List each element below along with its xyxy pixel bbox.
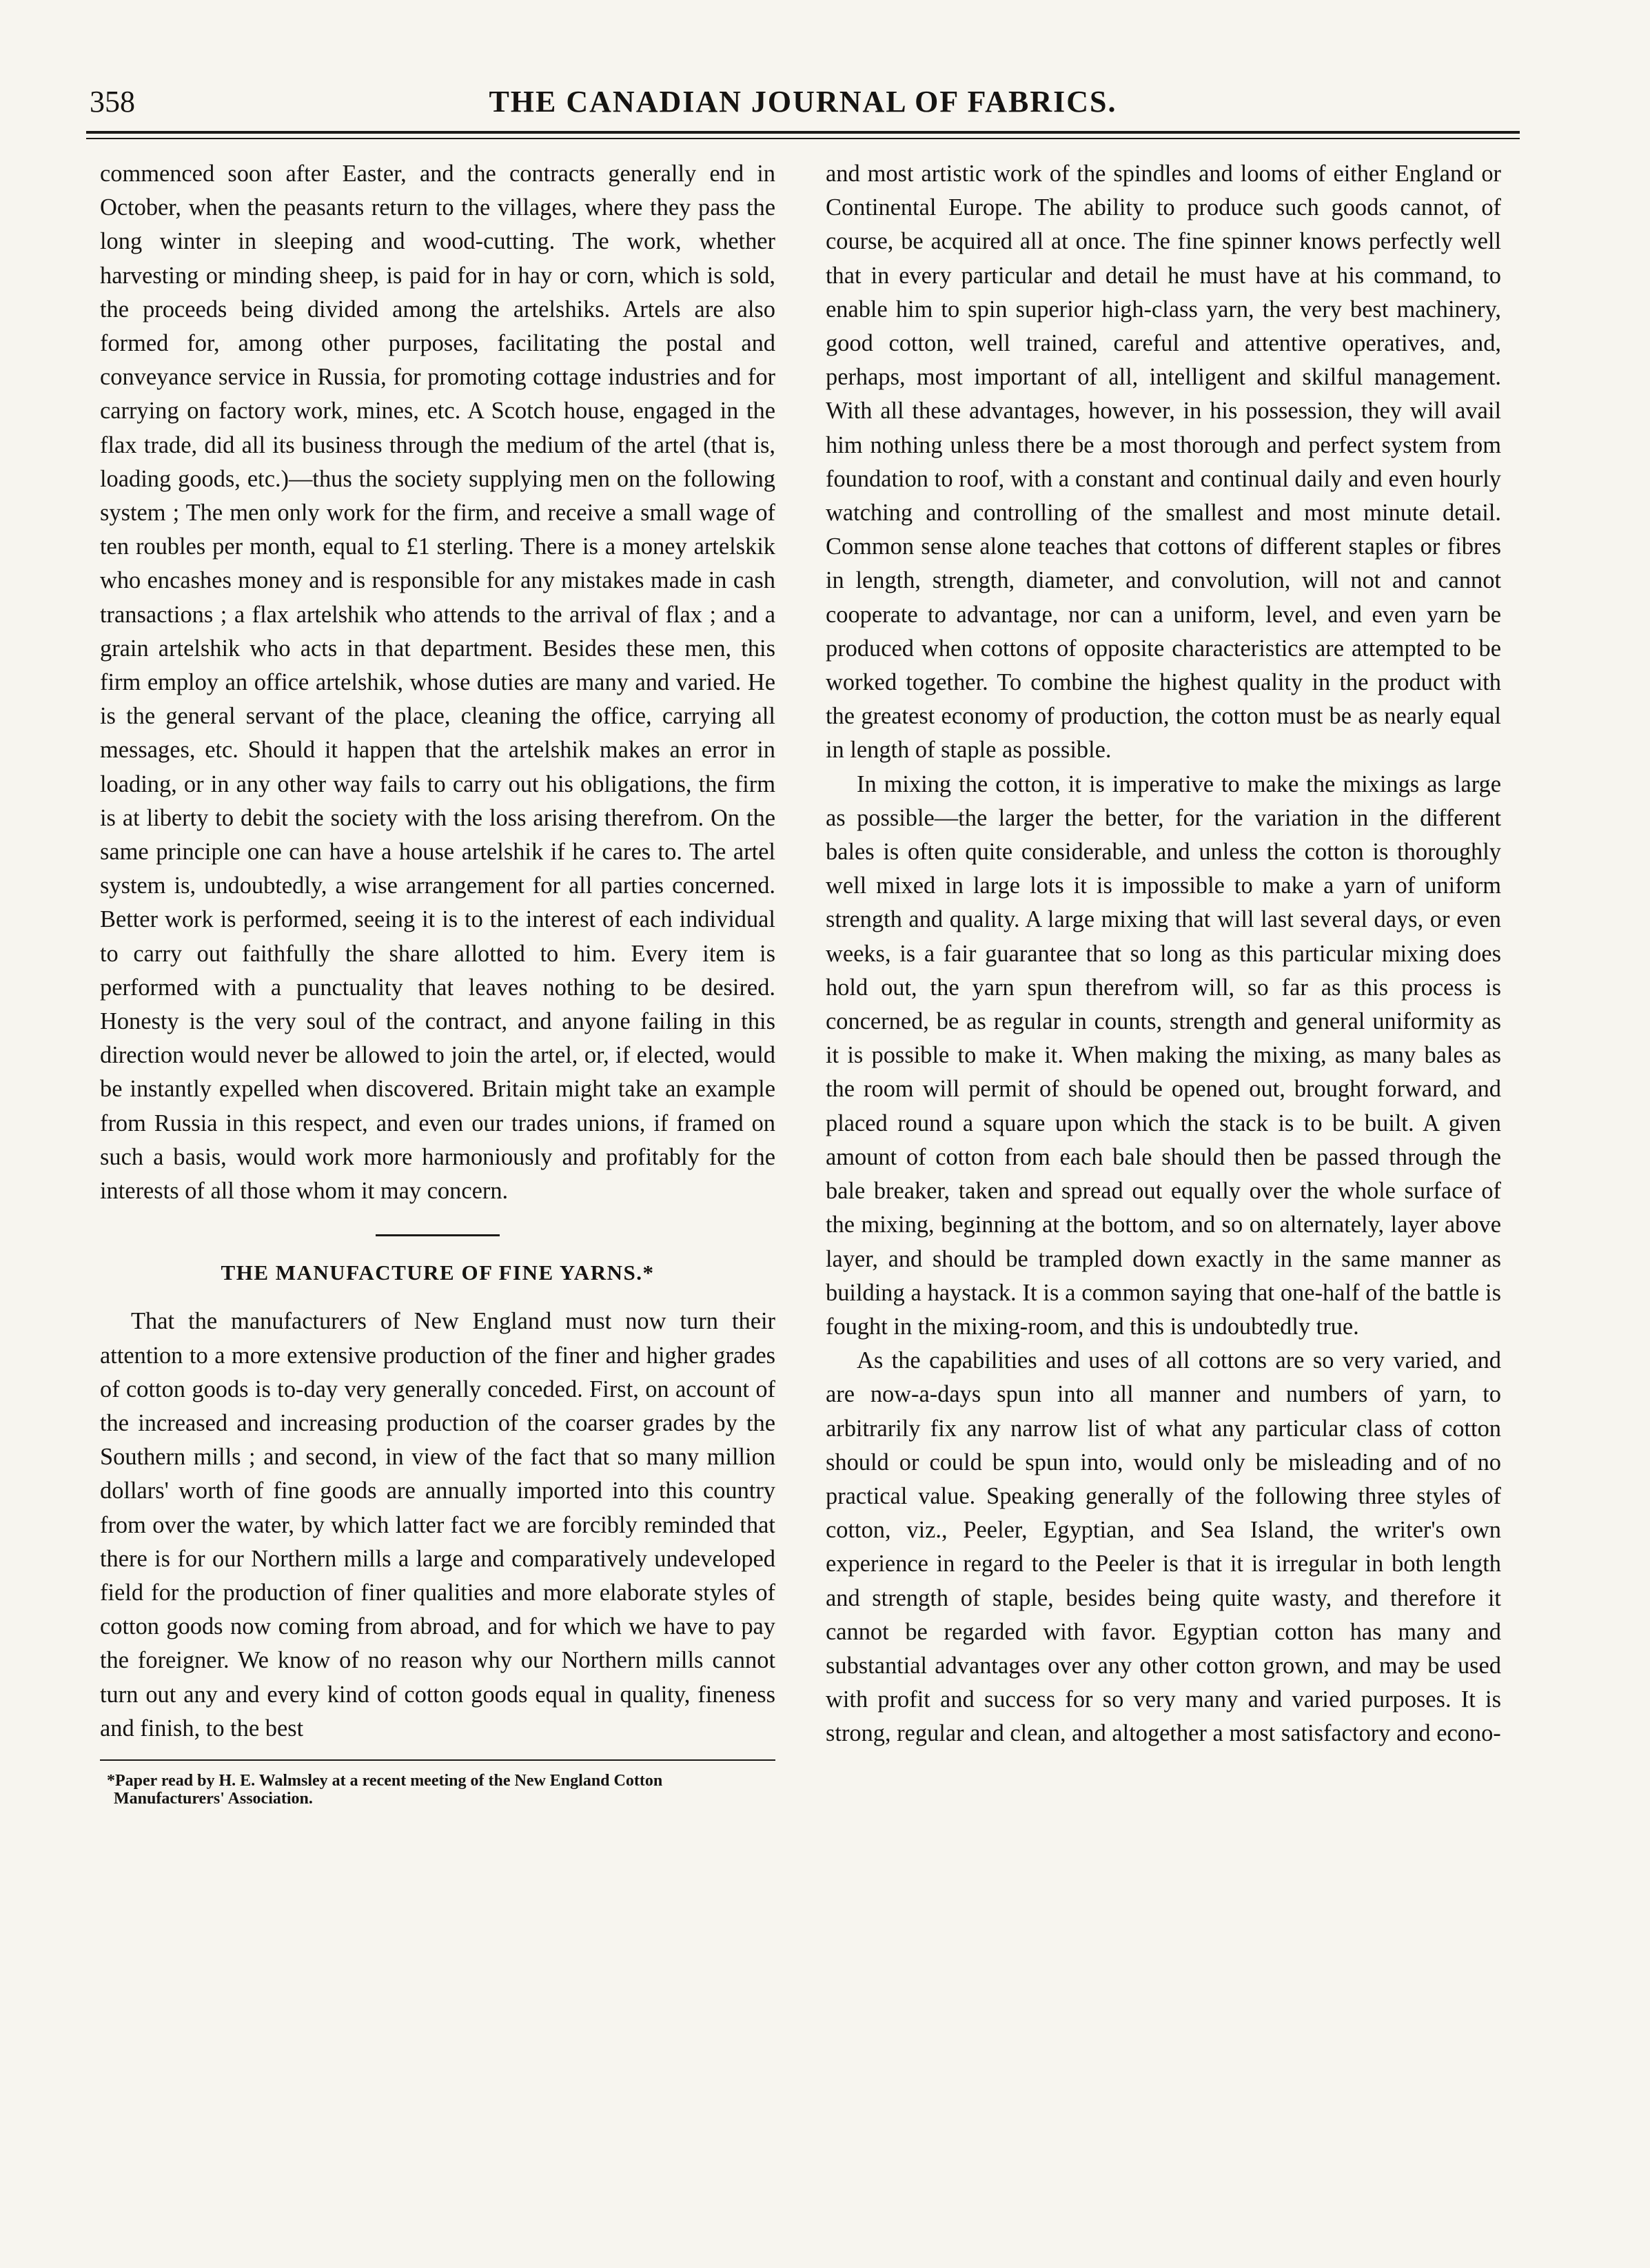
footnote: *Paper read by H. E. Walmsley at a recent meeting of the New England Cotton Manufacturers' Association.	[107, 1771, 663, 1808]
header-rule-thin	[86, 138, 1520, 139]
left-column	[100, 157, 775, 2204]
paragraph-cotton-styles: As the capabilities and uses of all cottons are so very varied, and are now-a-days spun into all manner and numbers of yarn, to arbitrarily fix any narrow list of what any particular class of cotton should or could be spun into, would only be misleading and of no practical value. Speaking generally of the following three styles of cotton, viz., Peeler, Egyptian, and Sea Island, the writer's own experience in regard to the Peeler is that it is irregular in both length and strength of staple, besides being quite wasty, and therefore it cannot be regarded with favor. Egyptian cotton has many and substantial advantages over any other cotton grown, and may be used with profit and success for so very many and varied purposes. It is strong, regular and clean, and altogether a most satisfactory and econo-	[826, 1347, 1501, 1747]
header-rule	[86, 131, 1520, 134]
section-divider	[376, 1234, 500, 1236]
page-number: 358	[90, 85, 135, 119]
continued-paragraph: commenced soon after Easter, and the contracts generally end in October, when the peasants return to the villages, where they pass the long winter in sleeping and wood-cutting. The work, whether harvesting or minding sheep, is paid for in hay or corn, which is sold, the proceeds being divided among the artelshiks. Artels are also formed for, among other purposes, facilitating the postal and conveyance service in Russia, for promoting cottage industries and for carrying on factory work, mines, etc. A Scotch house, engaged in the flax trade, did all its business through the medium of the artel (that is, loading goods, etc.)—thus the society supplying men on the following system ; The men only work for the firm, and receive a small wage of ten roubles per month, equal to £1 sterling. There is a money artelskik who encashes money and is responsible for any mistakes made in cash transactions ; a flax artelshik who attends to the arrival of flax ; and a grain artelshik who acts in that department. Besides these men, this firm employ an office artelshik, whose duties are many and varied. He is the general servant of the place, cleaning the office, carrying all messages, etc. Should it happen that the artelshik makes an error in loading, or in any other way fails to carry out his obligations, the firm is at liberty to debit the society with the loss arising therefrom. On the same principle one can have a house artelshik if he cares to. The artel system is, undoubtedly, a wise arrangement for all parties concerned. Better work is performed, seeing it is to the interest of each individual to carry out faithfully the share allotted to him. Every item is performed with a punctuality that leaves nothing to be desired. Honesty is the very soul of the contract, and anyone failing in this direction would never be allowed to join the artel, or, if elected, would be instantly expelled when discovered. Britain might take an example from Russia in this respect, and even our trades unions, if framed on such a basis, would work more harmoniously and profitably for the interests of all those whom it may concern.	[100, 161, 775, 1205]
article-intro-paragraph: That the manufacturers of New England must now turn their attention to a more extensive production of the finer and higher grades of cotton goods is to-day very generally conceded. First, on account of the increased and increasing production of the coarser grades by the Southern mills ; and second, in view of the fact that so many million dollars' worth of fine goods are annually imported into this country from over the water, by which latter fact we are forcibly reminded that there is for our Northern mills a large and comparatively undeveloped field for the production of finer qualities and more elaborate styles of cotton goods now coming from abroad, and for which we have to pay the foreigner. We know of no reason why our Northern mills cannot turn out any and every kind of cotton goods equal in quality, fineness and finish, to the best	[100, 1308, 775, 1741]
page-header	[90, 81, 1516, 123]
paragraph-fine-spinning: and most artistic work of the spindles and looms of either England or Continental Europe. The ability to produce such goods cannot, of course, be acquired all at once. The fine spinner knows perfectly well that in every particular and detail he must have at his command, to enable him to spin superior high-class yarn, the very best machinery, good cotton, well trained, careful and attentive operatives, and, perhaps, most important of all, intelligent and skilful management. With all these advantages, however, in his possession, they will avail him nothing unless there be a most thorough and perfect system from foundation to roof, with a constant and continual daily and even hourly watching and controlling of the smallest and most minute detail. Common sense alone teaches that cottons of different staples or fibres in length, strength, diameter, and convolution, will not and cannot cooperate to advantage, nor can a uniform, level, and even yarn be produced when cottons of opposite characteristics are attempted to be worked together. To combine the highest quality in the product with the greatest economy of production, the cotton must be as nearly equal in length of staple as possible.	[826, 161, 1501, 764]
article-title: THE MANUFACTURE OF FINE YARNS.*	[221, 1260, 655, 1285]
journal-title: THE CANADIAN JOURNAL OF FABRICS.	[489, 85, 1117, 119]
footnote-rule	[100, 1759, 775, 1761]
paragraph-mixing: In mixing the cotton, it is imperative to make the mixings as large as possible—the larger the better, for the variation in the different bales is often quite considerable, and unless the cotton is thoroughly well mixed in large lots it is impossible to make a yarn of uniform strength and quality. A large mixing that will last several days, or even weeks, is a fair guarantee that so long as this particular mixing does hold out, the yarn spun therefrom will, so far as this process is concerned, be as regular in counts, strength and general uniformity as it is possible to make it. When making the mixing, as many bales as the room will permit of should be opened out, brought forward, and placed round a square upon which the stack is to be built. A given amount of cotton from each bale should then be passed through the bale breaker, taken and spread out equally over the whole surface of the mixing, beginning at the bottom, and so on alternately, layer above layer, and should be trampled down exactly in the same manner as building a haystack. It is a common saying that one-half of the battle is fought in the mixing-room, and this is undoubtedly true.	[826, 770, 1501, 1340]
right-column	[826, 157, 1501, 2204]
